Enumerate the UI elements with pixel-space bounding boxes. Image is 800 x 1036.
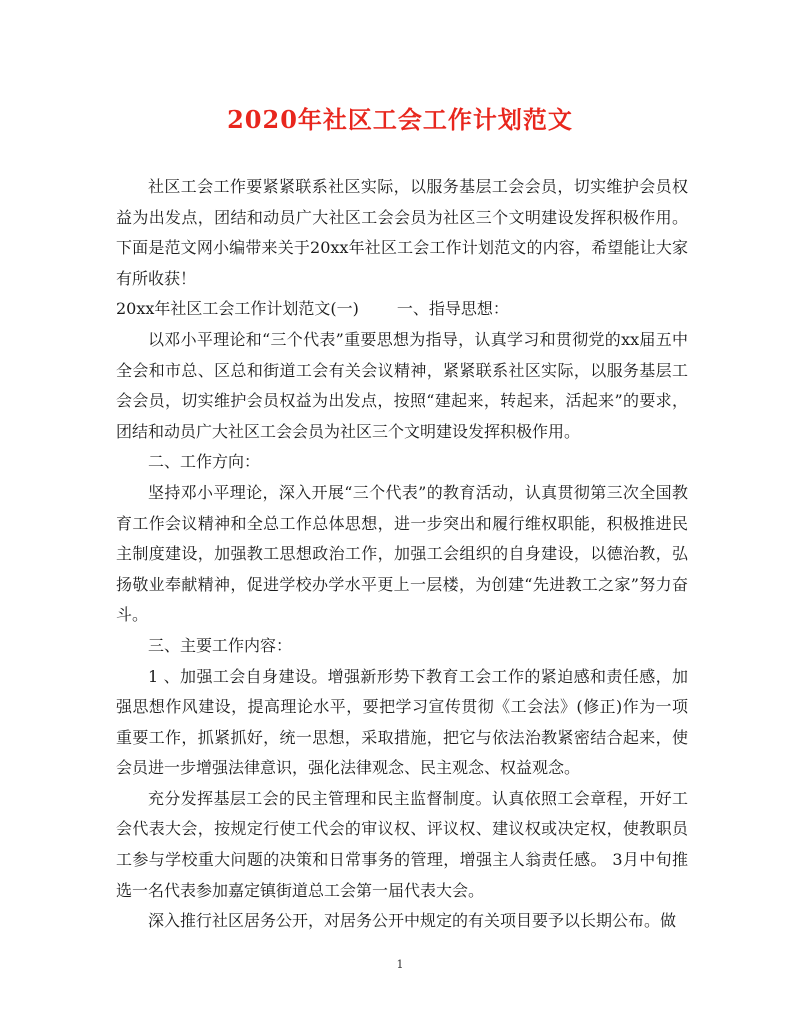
paragraph-work-direction: 坚持邓小平理论，深入开展“三个代表”的教育活动，认真贯彻第三次全国教育工作会议精神和全总工作总体思想，进一步突出和履行维权职能，积极推进民主制度建设，加强教工思想政治工作，加强工会组织的自身建设，以德治教，弘扬敬业奉献精神，促进学校办学水平更上一层楼，为创建“先进教工之家”努力奋斗。 xyxy=(116,482,688,625)
heading-main-work: 三、主要工作内容： xyxy=(148,635,293,655)
section-heading-line xyxy=(116,294,688,325)
document-title: 2020年社区工会工作计划范文 xyxy=(227,105,573,134)
document-body xyxy=(116,172,688,937)
paragraph-self-building: 1 、加强工会自身建设。增强新形势下教育工会工作的紧迫感和责任感，加强思想作风建设，提高理论水平，要把学习宣传贯彻《工会法》(修正)作为一项重要工作，抓紧抓好，统一思想，采取措施，把它与依法治教紧密结合起来，使会员进一步增强法律意识，强化法律观念、民主观念、权益观念。 xyxy=(116,666,688,778)
intro-paragraph: 社区工会工作要紧紧联系社区实际，以服务基层工会会员，切实维护会员权益为出发点，团结和动员广大社区工会会员为社区三个文明建设发挥积极作用。下面是范文网小编带来关于20xx年社区工会工作计划范文的内容，希望能让大家有所收获！ xyxy=(116,177,688,288)
paragraph-democratic-management: 充分发挥基层工会的民主管理和民主监督制度。认真依照工会章程，开好工会代表大会，按规定行使工代会的审议权、评议权、建议权或决定权，使教职员工参与学校重大问题的决策和日常事务的管理，增强主人翁责任感。 3月中旬推选一名代表参加嘉定镇街道总工会第一届代表大会。 xyxy=(116,788,688,900)
paragraph-affairs-disclosure: 深入推行社区居务公开，对居务公开中规定的有关项目要予以长期公布。做 xyxy=(148,911,677,931)
paragraph-guiding-ideology: 以邓小平理论和“三个代表”重要思想为指导，认真学习和贯彻党的xx届五中全会和市总、区总和街道工会有关会议精神，紧紧联系社区实际，以服务基层工会会员，切实维护会员权益为出发点，按照“建起来，转起来，活起来”的要求，团结和动员广大社区工会会员为社区三个文明建设发挥积极作用。 xyxy=(116,329,688,441)
heading-work-direction: 二、工作方向： xyxy=(148,452,261,472)
page-number: 1 xyxy=(396,958,404,971)
heading-guiding-ideology: 一、指导思想： xyxy=(396,299,509,319)
section-title: 20xx年社区工会工作计划范文(一) xyxy=(116,299,359,319)
